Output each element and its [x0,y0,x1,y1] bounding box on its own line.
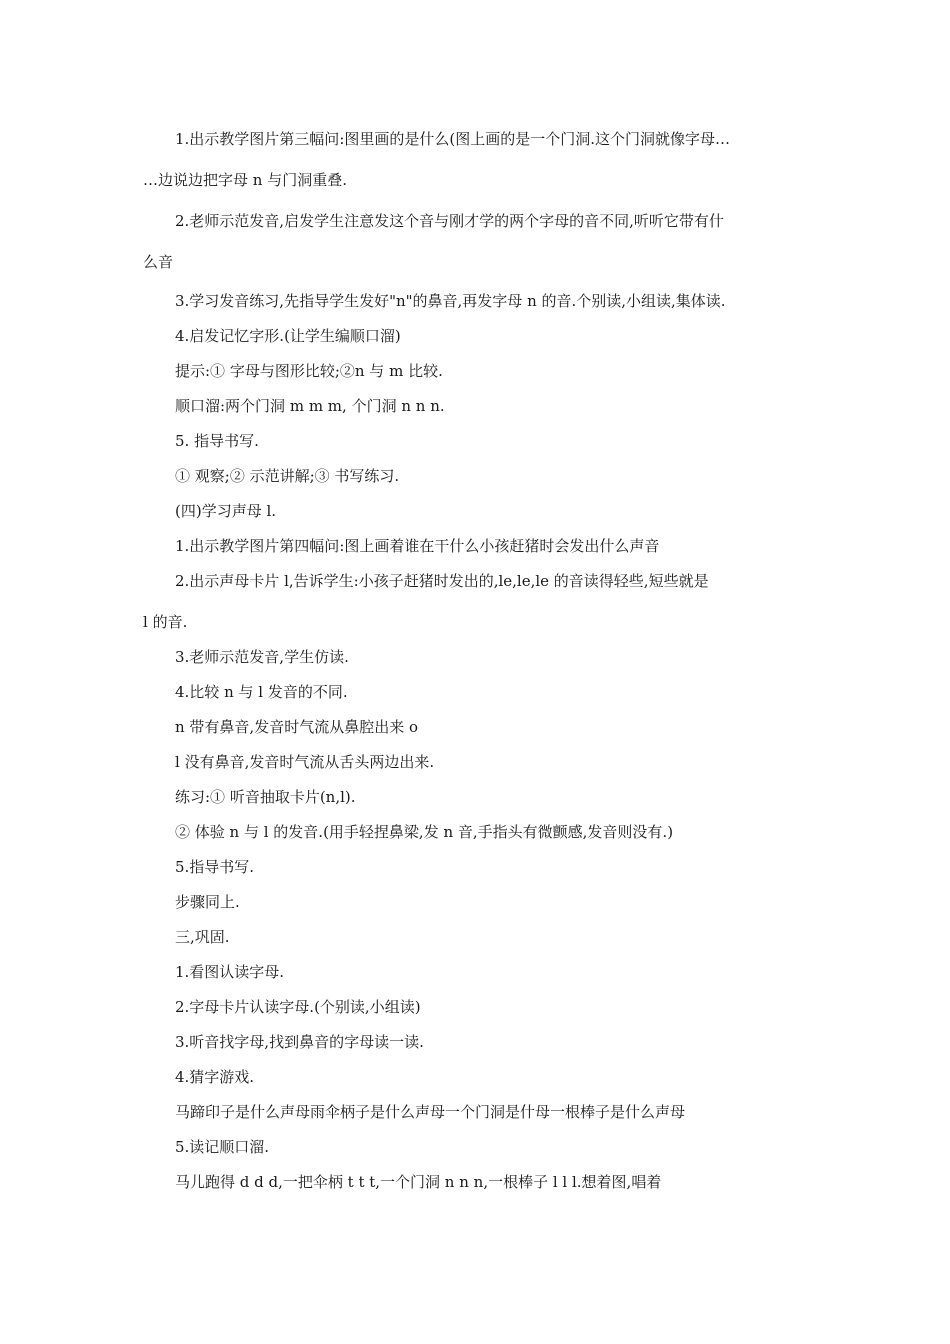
paragraph-line: 么音 [143,253,174,271]
paragraph-line: 顺口溜:两个门洞 m m m, 个门洞 n n n. [175,397,445,415]
paragraph-line: l 的音. [143,613,188,631]
paragraph-line: 5.读记顺口溜. [175,1138,270,1156]
paragraph-line: 5. 指导书写. [175,432,259,450]
paragraph-line: 2.字母卡片认读字母.(个别读,小组读) [175,998,421,1016]
paragraph-line: 4.猜字游戏. [175,1068,255,1086]
paragraph-line: ② 体验 n 与 l 的发音.(用手轻捏鼻梁,发 n 音,手指头有微颤感,发音则没有.) [175,823,674,841]
paragraph-line: 2.老师示范发音,启发学生注意发这个音与刚才学的两个字母的音不同,听听它带有什 [175,212,724,230]
paragraph-line: 1.出示教学图片第三幅问:图里画的是什么(图上画的是一个门洞.这个门洞就像字母… [175,130,730,148]
paragraph-line: 5.指导书写. [175,858,255,876]
paragraph-line: (四)学习声母 l. [175,502,277,520]
paragraph-line: 4.比较 n 与 l 发音的不同. [175,683,348,701]
paragraph-line: 马蹄印子是什么声母雨伞柄子是什么声母一个门洞是什母一根棒子是什么声母 [175,1103,686,1121]
paragraph-line: 提示:① 字母与图形比较;②n 与 m 比较. [175,362,443,380]
paragraph-line: 2.出示声母卡片 l,告诉学生:小孩子赶猪时发出的,le,le,le 的音读得轻些,短些就是 [175,572,709,590]
paragraph-line: l 没有鼻音,发音时气流从舌头两边出来. [175,753,435,771]
paragraph-line: ① 观察;② 示范讲解;③ 书写练习. [175,467,400,485]
paragraph-line: n 带有鼻音,发音时气流从鼻腔出来 o [175,718,418,736]
paragraph-line: 4.启发记忆字形.(让学生编顺口溜) [175,327,401,345]
paragraph-line: 3.听音找字母,找到鼻音的字母读一读. [175,1033,424,1051]
paragraph-line: …边说边把字母 n 与门洞重叠. [143,171,347,189]
paragraph-line: 练习:① 听音抽取卡片(n,l). [175,788,356,806]
paragraph-line: 三,巩固. [175,928,230,946]
paragraph-line: 1.出示教学图片第四幅问:图上画着谁在干什么小孩赶猪时会发出什么声音 [175,537,660,555]
paragraph-line: 1.看图认读字母. [175,963,285,981]
document-body [143,122,815,1200]
paragraph-line: 步骤同上. [175,893,240,911]
paragraph-line: 马儿跑得 d d d,一把伞柄 t t t,一个门洞 n n n,一根棒子 l l l.想着图,唱着 [175,1173,662,1191]
paragraph-line: 3.老师示范发音,学生仿读. [175,648,349,666]
paragraph-line: 3.学习发音练习,先指导学生发好"n"的鼻音,再发字母 n 的音.个别读,小组读,集体读. [175,292,726,310]
